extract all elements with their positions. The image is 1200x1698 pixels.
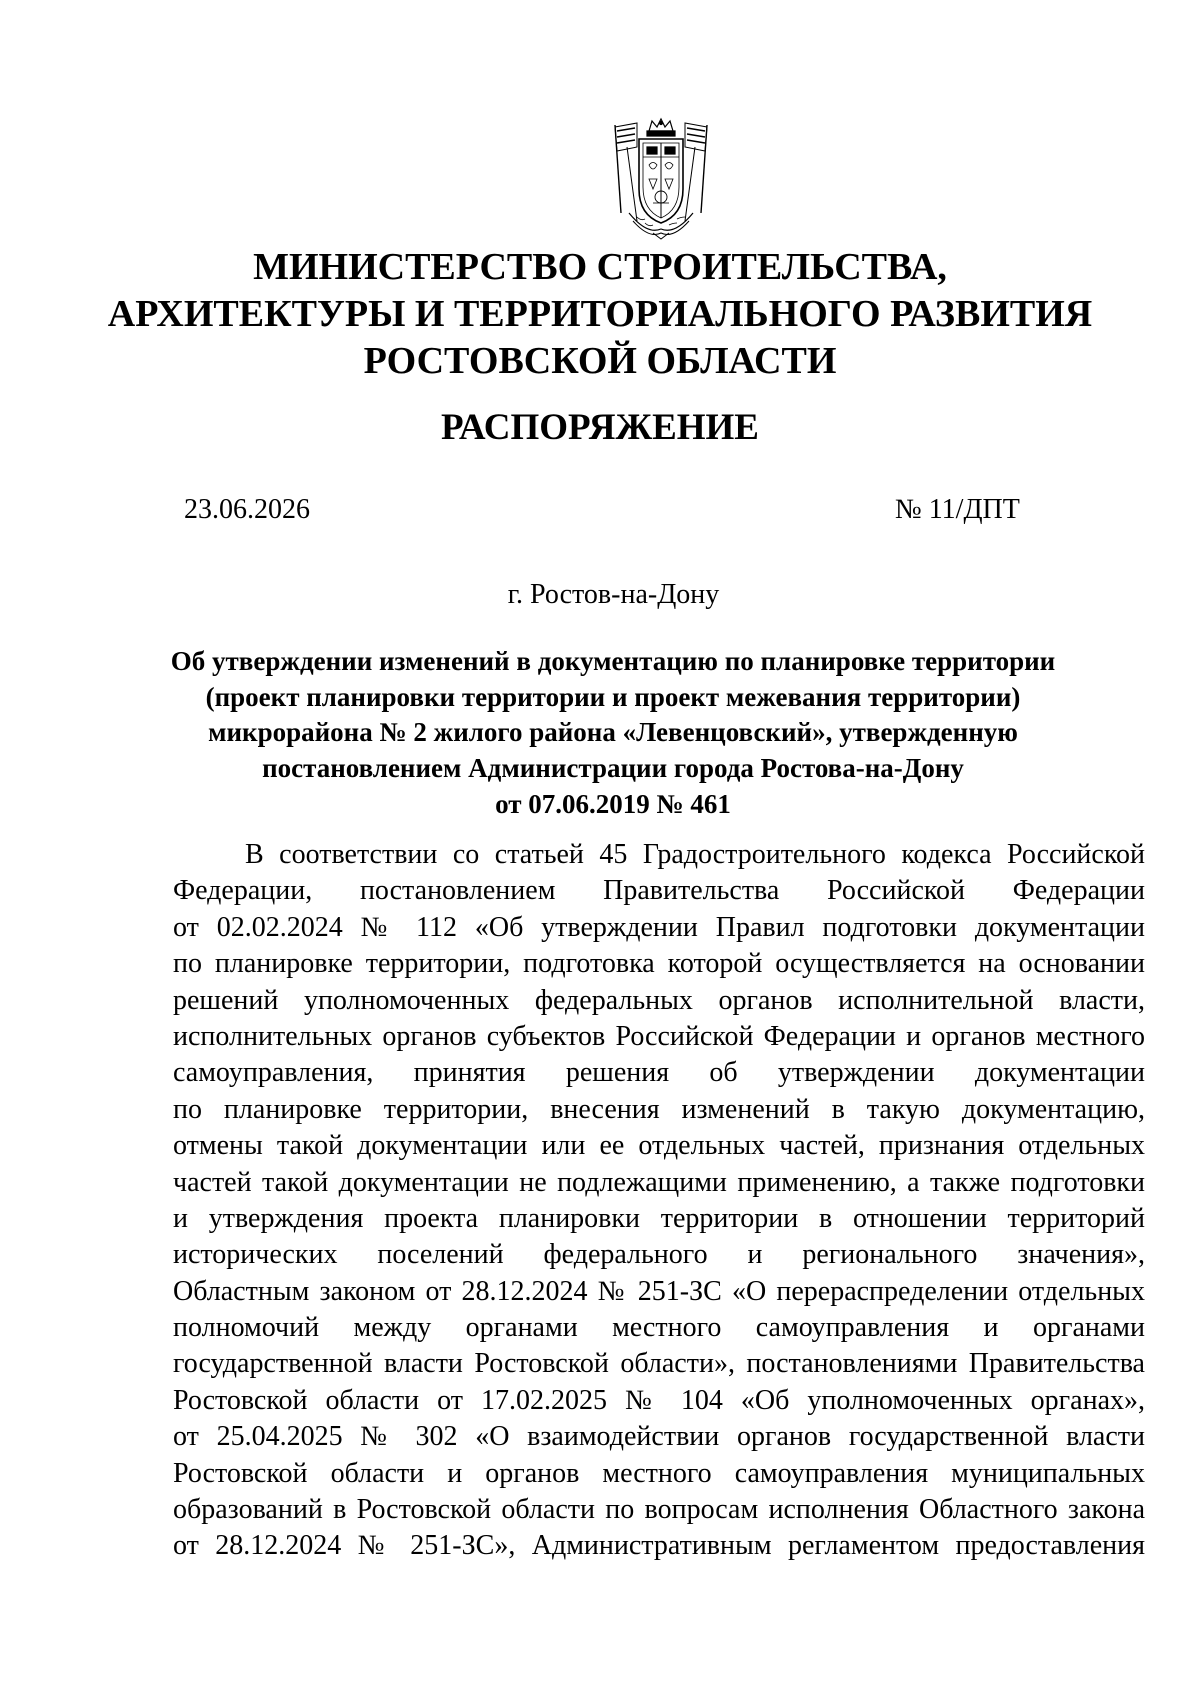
body-line: частей такой документации не подлежащими применению, а также подготовки [173,1166,1145,1198]
body-line: решений уполномоченных федеральных органов исполнительной власти, [173,984,1145,1016]
document-body [173,837,1145,1565]
subject-line: постановлением Администрации города Ростова-на-Дону [262,753,964,784]
body-line: от 25.04.2025 № 302 «О взаимодействии органов государственной власти [173,1421,1145,1453]
body-line: по планировке территории, внесения изменений в такую документацию, [173,1093,1145,1125]
document-city: г. Ростов-на-Дону [507,579,720,610]
body-line: полномочий между органами местного самоуправления и органами [173,1312,1145,1344]
document-date: 23.06.2026 [184,494,310,525]
subject-line: от 07.06.2019 № 461 [495,788,731,819]
body-line: по планировке территории, подготовка которой осуществляется на основании [173,948,1145,980]
body-line: от 28.12.2024 № 251-ЗС», Административным регламентом предоставления [173,1530,1145,1562]
body-line: исторических поселений федерального и регионального значения», [173,1239,1145,1271]
ministry-name [0,244,1200,385]
body-line: образований в Ростовской области по вопросам исполнения Областного закона [173,1494,1145,1526]
ministry-line: АРХИТЕКТУРЫ И ТЕРРИТОРИАЛЬНОГО РАЗВИТИЯ [107,293,1093,335]
body-line: В соответствии со статьей 45 Градостроительного кодекса Российской [245,839,1145,870]
body-line: самоуправления, принятия решения об утверждении документации [173,1057,1145,1089]
ministry-line: МИНИСТЕРСТВО СТРОИТЕЛЬСТВА, [253,246,947,288]
body-line: государственной власти Ростовской области», постановлениями Правительства [173,1348,1145,1380]
document-type-heading: РАСПОРЯЖЕНИЕ [440,407,759,448]
ministry-line: РОСТОВСКОЙ ОБЛАСТИ [363,340,837,382]
body-line: исполнительных органов субъектов Российской Федерации и органов местного [173,1020,1145,1052]
subject-line: (проект планировки территории и проект межевания территории) [205,681,1021,712]
body-line: Ростовской области от 17.02.2025 № 104 «Об уполномоченных органах», [173,1384,1145,1416]
body-line: от 02.02.2024 № 112 «Об утверждении Правил подготовки документации [173,911,1145,943]
subject-line: Об утверждении изменений в документацию по планировке территории [170,646,1056,676]
coat-of-arms-icon [607,117,715,241]
body-line: отмены такой документации или ее отдельных частей, признания отдельных [173,1130,1145,1162]
body-line: Областным законом от 28.12.2024 № 251-ЗС «О перераспределении отдельных [173,1275,1145,1307]
body-line: Федерации, постановлением Правительства Российской Федерации [173,875,1145,907]
document-subject [150,644,1076,823]
document-number: № 11/ДПТ [895,494,1020,525]
body-line: Ростовской области и органов местного самоуправления муниципальных [173,1457,1145,1489]
subject-line: микрорайона № 2 жилого района «Левенцовский», утвержденную [208,717,1018,748]
body-line: и утверждения проекта планировки территории в отношении территорий [173,1202,1145,1234]
